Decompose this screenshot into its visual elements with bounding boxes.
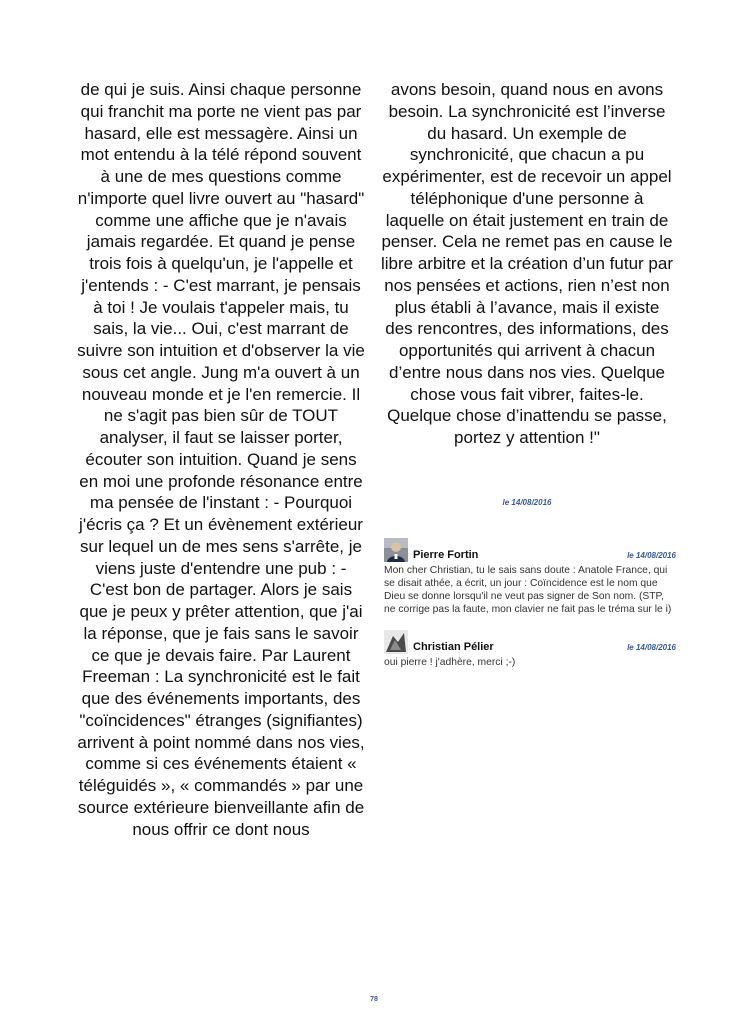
- comment-header: [384, 538, 676, 562]
- article-right-column: [380, 79, 674, 449]
- article-date: le 14/08/2016: [502, 498, 552, 507]
- comment-header: [384, 630, 676, 654]
- avatar[interactable]: [384, 538, 408, 562]
- comment-text: oui pierre ! j'adhère, merci ;-): [384, 657, 516, 668]
- article-text-left: de qui je suis. Ainsi chaque personne qui franchit ma porte ne vient pas par hasard, elle est messagère. Ainsi un mot entendu à la télé répond souvent à une de mes questions comme n'importe quel livre ouvert au "hasard" comme une affiche que je n'avais jamais regardée. Et quand je pense trois fois à quelqu'un, je l'appelle et j'entends : - C'est marrant, je pensais à toi ! Je voulais t'appeler mais, tu sais, la vie... Oui, c'est marrant de suivre son intuition et d'observer la vie sous cet angle. Jung m'a ouvert à un nouveau monde et je l'en remercie. Il ne s'agit pas bien sûr de TOUT analyser, il faut se laisser porter, écouter son intuition. Quand je sens en moi une profonde résonance entre ma pensée de l'instant : - Pourquoi j'écris ça ? Et un évènement extérieur sur lequel un de mes sens s'arrête, je viens juste d'entendre une pub : - C'est bon de partager. Alors je sais que je peux y prêter attention, que j'ai la réponse, que je fais sans le savoir ce que je devais faire. Par Laurent Freeman : La synchronicité est le fait que des événements importants, des "coïncidences" étranges (signifiantes) arrivent à point nommé dans nos vies, comme si ces événements étaient « téléguidés », « commandés » par une source extérieure bienveillante afin de nous offrir ce dont nous: [77, 80, 365, 839]
- comments-section: [384, 538, 676, 683]
- comment-text: Mon cher Christian, tu le sais sans doute : Anatole France, qui se disait athée, a écrit, un jour : Coïncidence est le nom que Dieu se donne lorsqu'il ne veut pas signer de Son nom. (STP, ne corrige pas la faute, mon clavier ne fait pas le tréma sur le i): [384, 565, 672, 615]
- person-photo-icon: [384, 538, 408, 562]
- comment-item: [384, 538, 676, 616]
- comment-item: [384, 630, 676, 669]
- comment-author[interactable]: Pierre Fortin: [413, 549, 479, 561]
- comment-author[interactable]: Christian Pélier: [413, 641, 494, 653]
- person-photo-icon: [384, 630, 408, 654]
- article-left-column: [76, 79, 366, 840]
- article-text-right: avons besoin, quand nous en avons besoin. La synchronicité est l’inverse du hasard. Un exemple de synchronicité, que chacun a pu expérimenter, est de recevoir un appel téléphonique d'une personne à laquelle on était justement en train de penser. Cela ne remet pas en cause le libre arbitre et la création d’un futur par nos pensées et actions, rien n’est non plus établi à l’avance, mais il existe des rencontres, des informations, des opportunités qui arrivent à chacun d’entre nous dans nos vies. Quelque chose vous fait vibrer, faites-le. Quelque chose d’inattendu se passe, portez y attention !": [381, 80, 673, 447]
- comment-date: le 14/08/2016: [627, 551, 676, 560]
- page-number: 78: [370, 996, 378, 1003]
- comment-date: le 14/08/2016: [627, 643, 676, 652]
- avatar[interactable]: [384, 630, 408, 654]
